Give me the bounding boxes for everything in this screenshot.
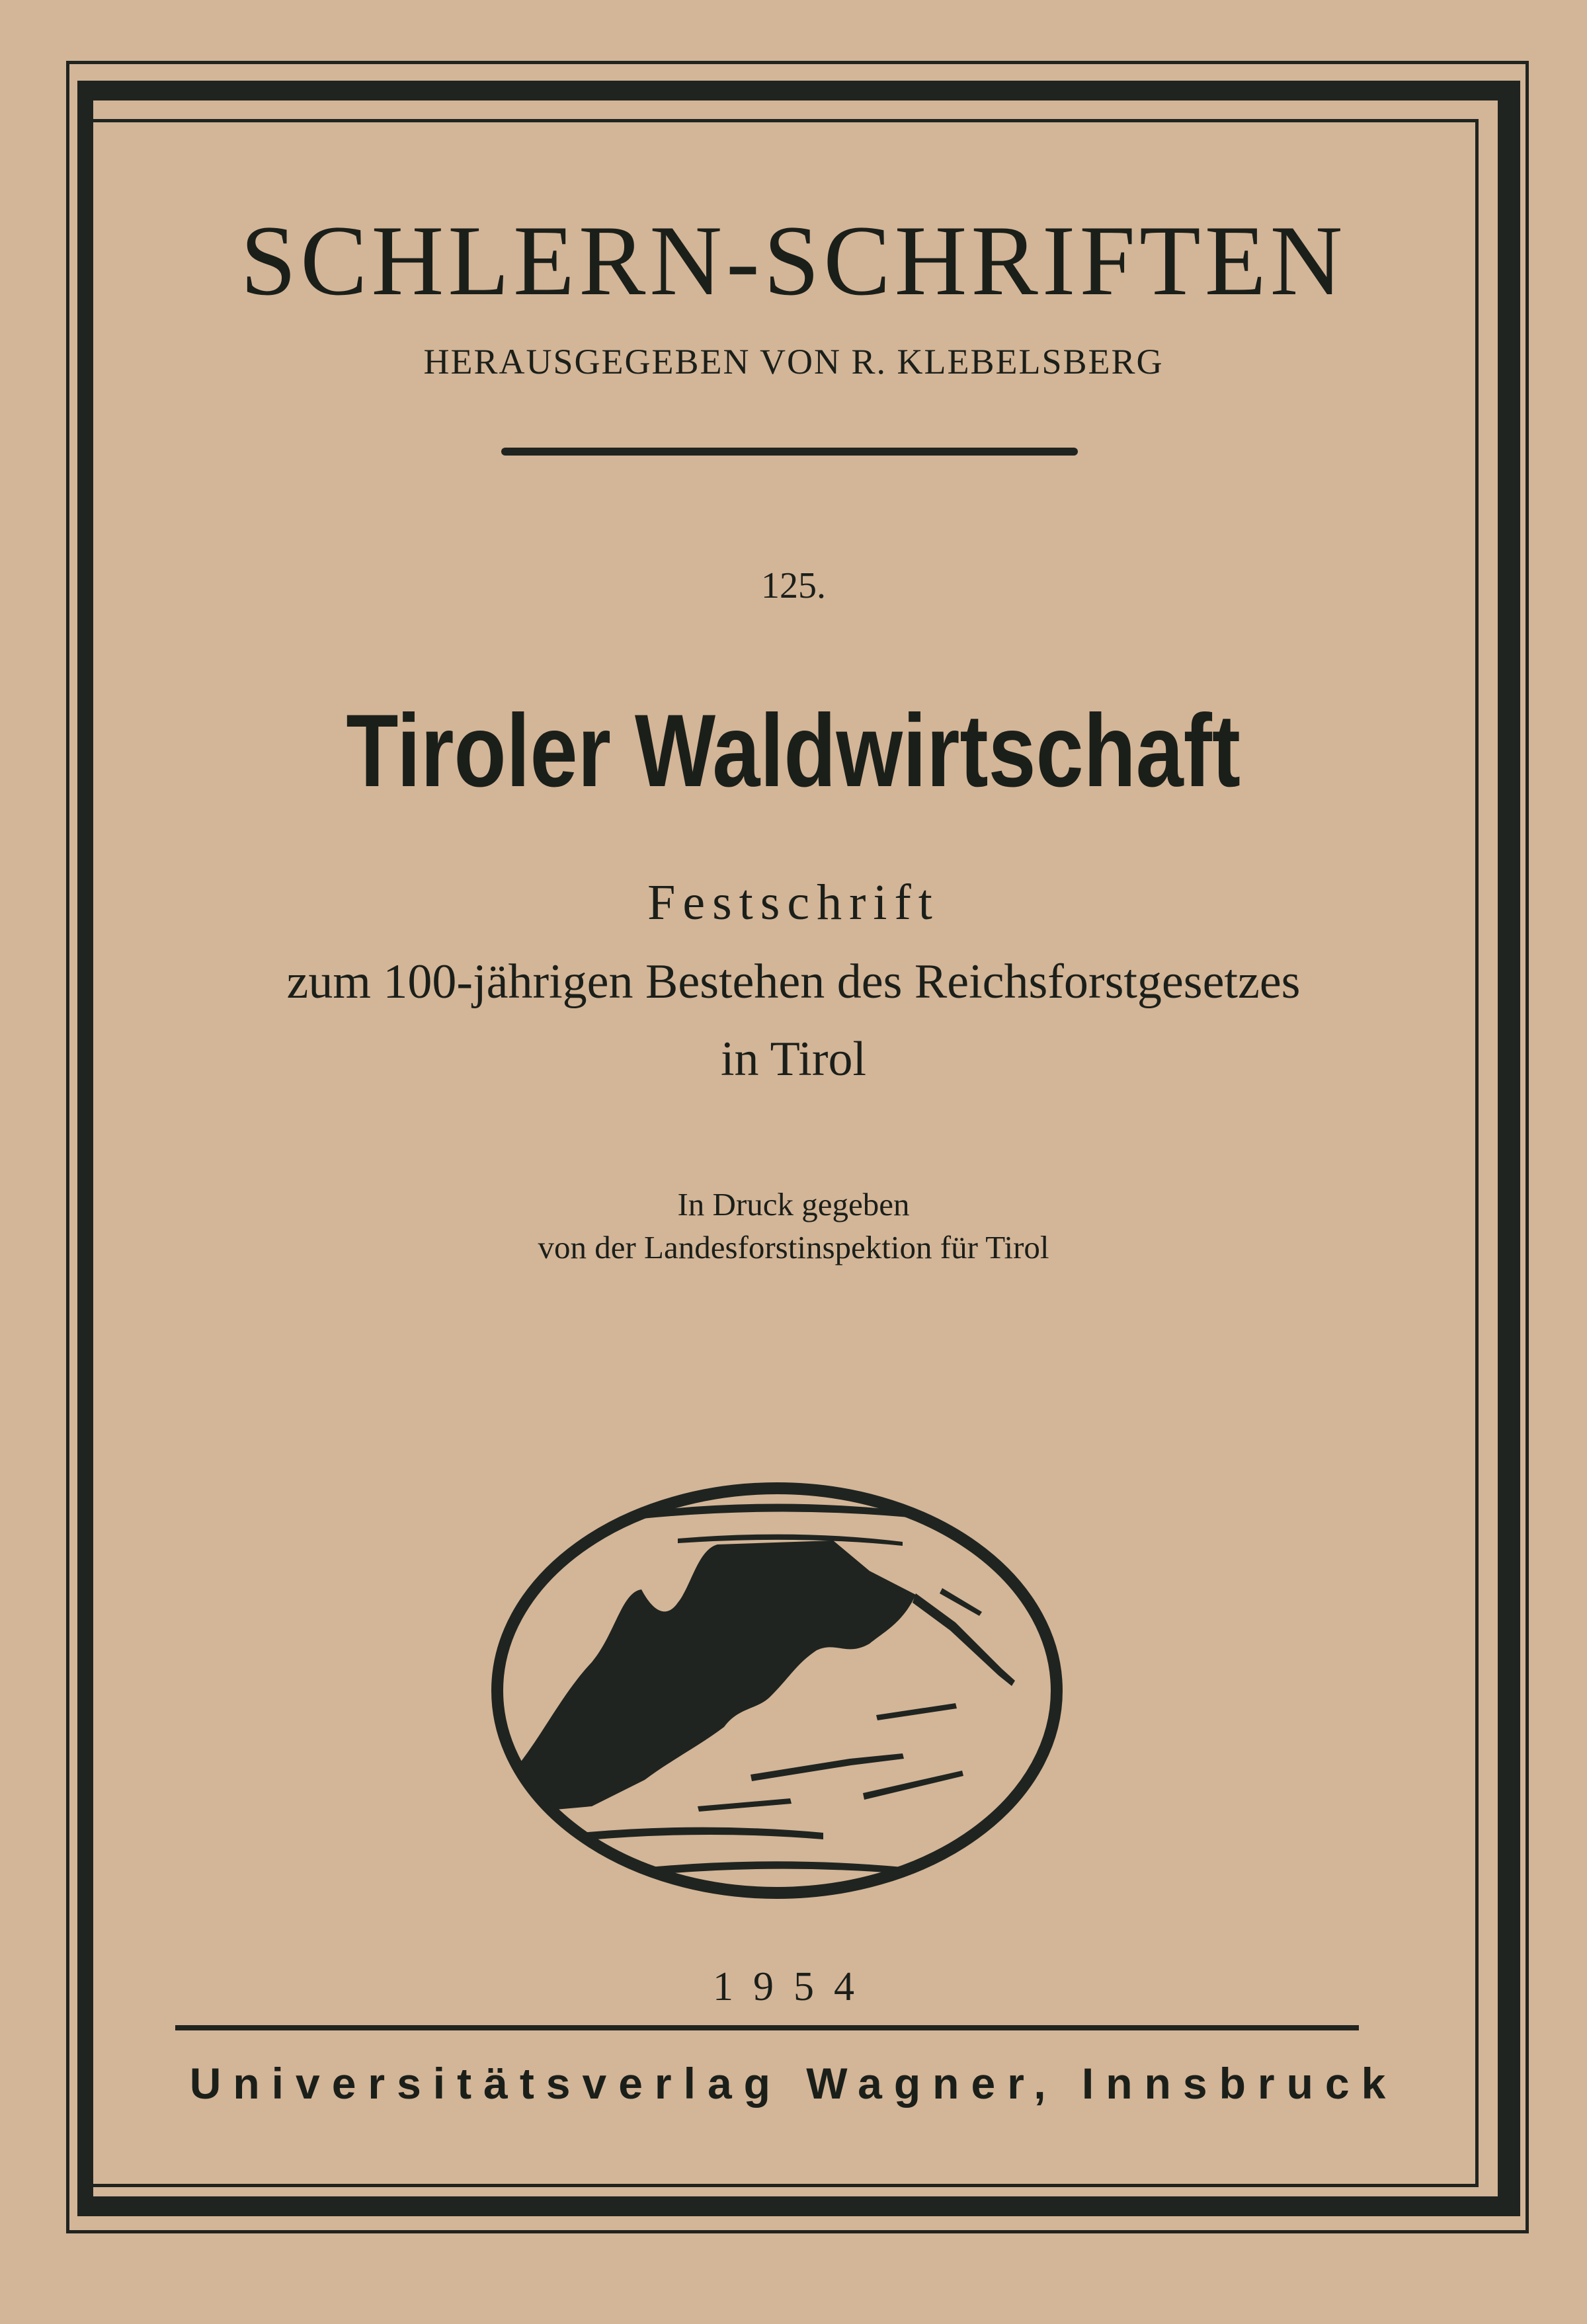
divider-rule: [175, 2025, 1359, 2030]
subtitle-line: zum 100-jährigen Bestehen des Reichsforstgesetzes: [286, 955, 1301, 1009]
print-note: von der Landesforstinspektion für Tirol: [538, 1229, 1049, 1265]
print-note: In Druck gegeben: [677, 1186, 910, 1222]
mountain-vignette-icon: [479, 1476, 1075, 1905]
subtitle: Festschrift: [647, 875, 940, 930]
publication-year: 1954: [713, 1964, 874, 2009]
volume-number: 125.: [761, 565, 826, 606]
series-title: SCHLERN-SCHRIFTEN: [240, 205, 1347, 316]
editor-line: HERAUSGEGEBEN VON R. KLEBELSBERG: [423, 342, 1164, 381]
divider-rule: [501, 448, 1078, 456]
subtitle-line: in Tirol: [720, 1032, 867, 1086]
publisher-imprint: Universitätsverlag Wagner, Innsbruck: [189, 2059, 1398, 2108]
book-title: Tiroler Waldwirtschaft: [346, 694, 1241, 809]
